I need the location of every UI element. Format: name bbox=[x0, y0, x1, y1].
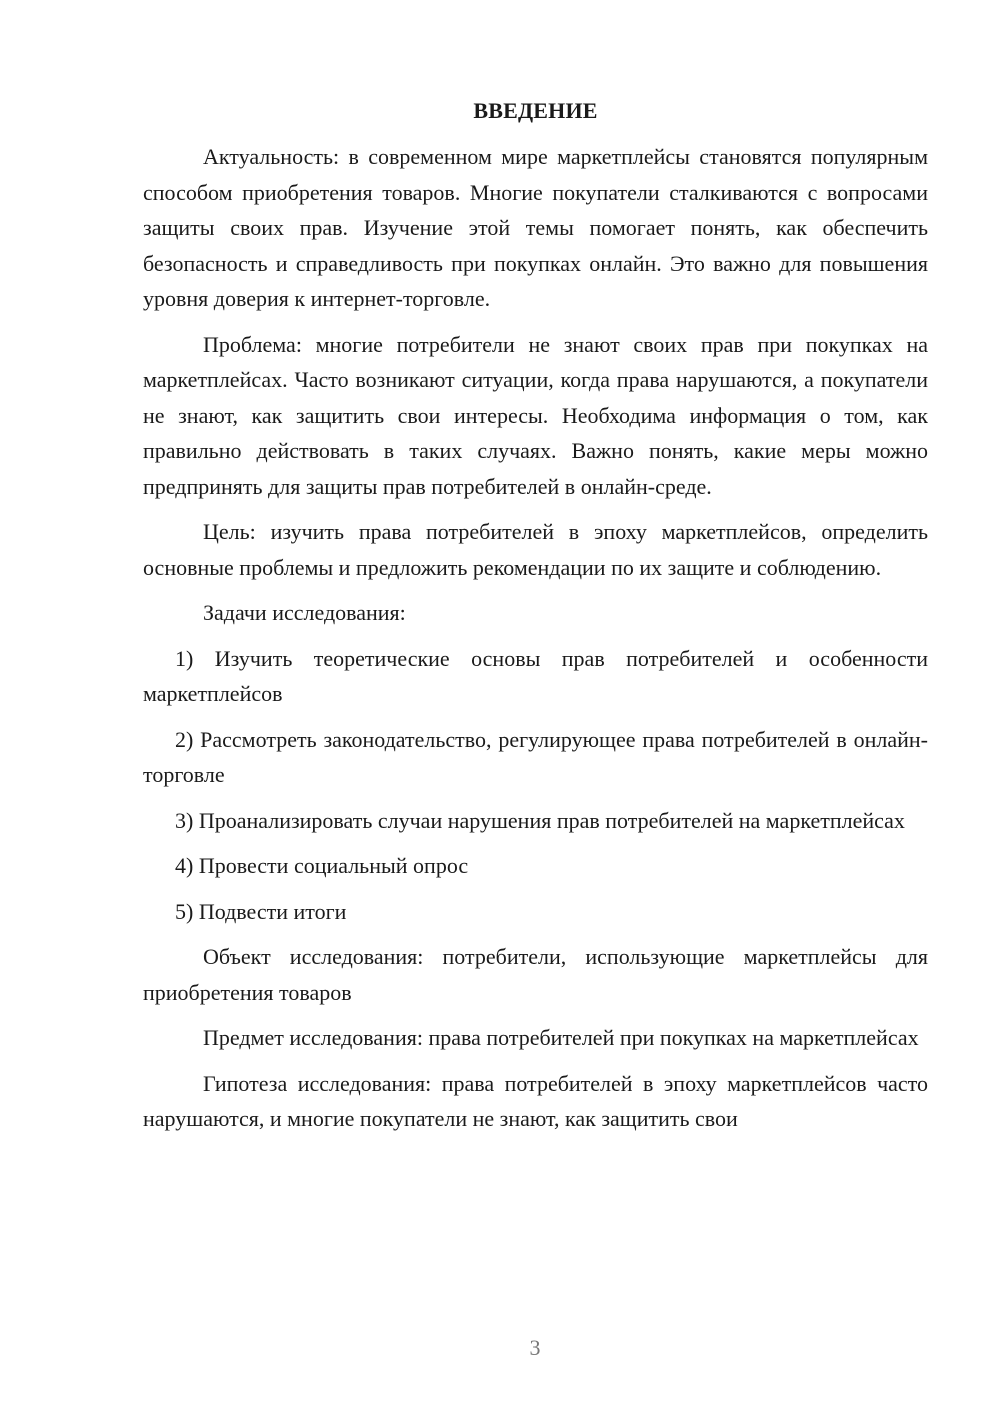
task-item: 2) Рассмотреть законодательство, регулирующее права потребителей в онлайн-торговле bbox=[143, 726, 928, 787]
tasks-list bbox=[143, 641, 928, 930]
tasks-title: Задачи исследования: bbox=[203, 600, 406, 625]
section-heading: ВВЕДЕНИЕ bbox=[473, 98, 598, 123]
paragraph-problem: Проблема: многие потребители не знают своих прав при покупках на маркетплейсах. Часто возникают ситуации, когда права нарушаются, а покупатели не знают, как защитить свои интересы. Необходима информация о том, как правильно действовать в таких случаях. Важно понять, какие меры можно предпринять для защиты прав потребителей в онлайн-среде. bbox=[143, 331, 928, 499]
page-content bbox=[143, 95, 928, 1147]
paragraph-hypothesis: Гипотеза исследования: права потребителей в эпоху маркетплейсов часто нарушаются, и многие покупатели не знают, как защитить свои bbox=[143, 1070, 928, 1131]
paragraph-subject: Предмет исследования: права потребителей при покупках на маркетплейсах bbox=[203, 1025, 919, 1050]
page-number: 3 bbox=[529, 1335, 541, 1360]
paragraph-goal: Цель: изучить права потребителей в эпоху маркетплейсов, определить основные проблемы и предложить рекомендации по их защите и соблюдению. bbox=[143, 519, 928, 580]
paragraph-object: Объект исследования: потребители, использующие маркетплейсы для приобретения товаров bbox=[143, 944, 928, 1005]
task-item: 1) Изучить теоретические основы прав потребителей и особенности маркетплейсов bbox=[143, 645, 928, 706]
task-item: 4) Провести социальный опрос bbox=[175, 853, 469, 878]
task-item: 5) Подвести итоги bbox=[175, 898, 347, 924]
paragraph-relevance: Актуальность: в современном мире маркетплейсы становятся популярным способом приобретения товаров. Многие покупатели сталкиваются с вопросами защиты своих прав. Изучение этой темы помогает понять, как обеспечить безопасность и справедливость при покупках онлайн. Это важно для повышения уровня доверия к интернет-торговле. bbox=[143, 144, 928, 311]
task-item: 3) Проанализировать случаи нарушения прав потребителей на маркетплейсах bbox=[175, 807, 905, 833]
